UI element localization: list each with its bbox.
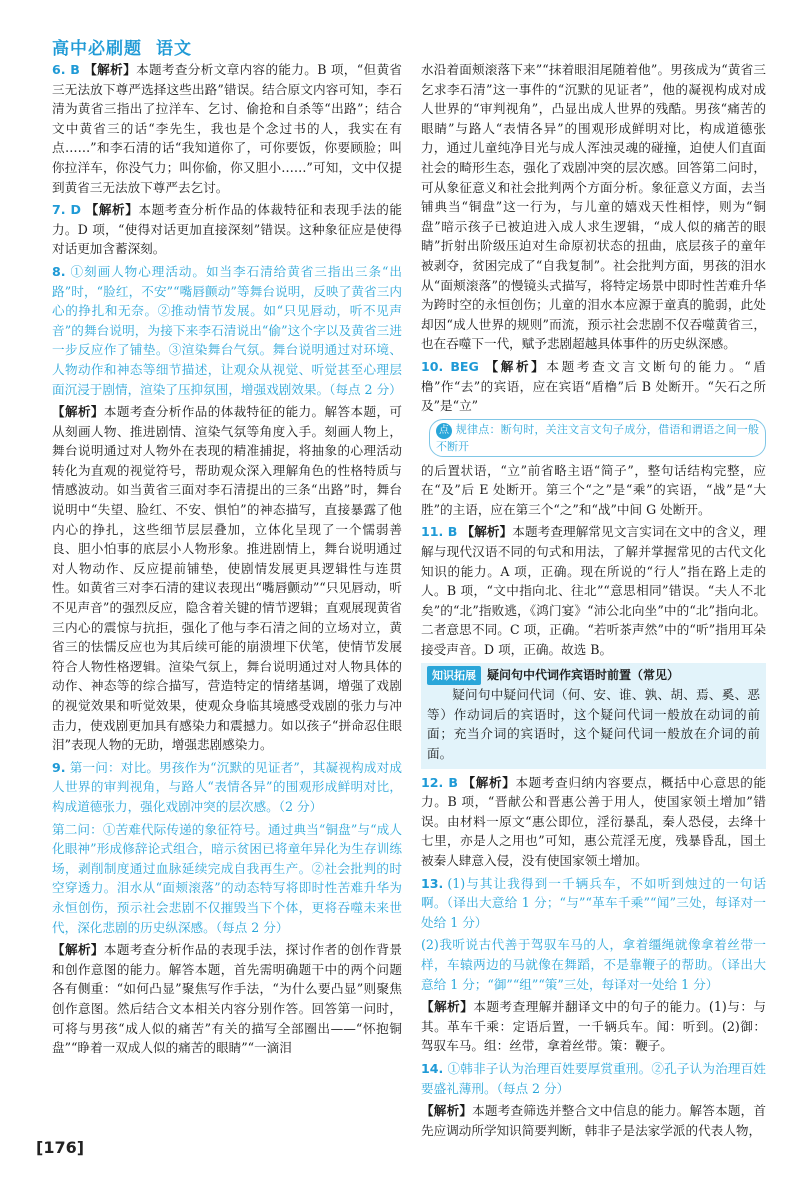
- book-title: 高中必刷题: [52, 39, 142, 59]
- question-number: 9.: [52, 759, 66, 775]
- analysis-text: 本题考查理解常见文言实词在文中的含义，理解与现代汉语不同的句式和用法，了解并掌握常见的古代文化知识的能力。A 项，正确。现在所说的“行人”指在路上走的人。B 项，“文中指向北、往北”“意思相同”错误。“夫人不北矣”的“北”指败逃，《鸿门宴》“沛公北向坐”中的“北”指向北。二者意思不同。C 项，正确。“若听茶声然”中的“听”指用耳朵接受声音。D 项，正确。故选 B。: [421, 524, 767, 658]
- left-column: [52, 60, 402, 1061]
- answer-12: [421, 773, 766, 871]
- page-header: [52, 34, 206, 59]
- knowledge-title: 疑问句中代词作宾语时前置（常见）: [487, 667, 680, 682]
- answer-6: [52, 60, 402, 197]
- analysis-10-continued: 的后置状语，“立”前省略主语“简子”，整句话结构完整，应在“及”后 E 处断开。第三个“之”是“乘”的宾语，“战”是“大胜”的主语，应在第三个“之”和“战”中间 G 处断开。: [421, 462, 766, 517]
- knowledge-box-header: [427, 666, 760, 686]
- subject-title: 语文: [156, 39, 192, 59]
- answer-7: [52, 200, 402, 259]
- analysis-tag: 【解析】: [461, 524, 513, 540]
- question-number: 6. B: [52, 62, 80, 77]
- analysis-tag: 【解析】: [461, 774, 516, 790]
- answer-13: [421, 874, 766, 933]
- analysis-9-continued: 水沿着面颊滚落下来”“抹着眼泪尾随着他”。男孩成为“黄省三乞求李石清”这一事件的“沉默的见证者”，他的凝视构成对成人世界的“审判视角”，凸显出成人世界的残酷。男孩“痛苦的眼睛”与路人“表情各异”的围观形成鲜明对比，构成道德张力，通过儿童纯净目光与成人浑浊灵魂的碰撞，迫使人们直面社会的畸形生态，强化了戏剧冲突的层次感。回答第二问时，可从象征意义和社会批判两个方面分析。象征意义方面，去当铺典当“铜盘”这一行为，与儿童的嬉戏天性相悖，则为“铜盘”暗示孩子已被迫进入成人求生逻辑，“成人似的痛苦的眼睛”折射出阶级压迫对生命原初状态的扭曲，底层孩子的童年被剥夺，贫困完成了“自我复制”。社会批判方面，男孩的泪水从“面颊滚落”的慢镜头式描写，将特定场景中即时性苦难升华为跨时空的永恒创伤；儿童的泪水本应源于童真的脆弱，此处却因“成人世界的规则”而流，预示社会悲剧不仅吞噬黄省三，也在吞噬下一代，赋予悲剧超越具体事件的历史纵深感。: [421, 62, 766, 352]
- question-number: 13.: [421, 875, 444, 891]
- analysis-9: [52, 940, 402, 1058]
- reference-answer-part1: (1)与其让我得到一千辆兵车，不如听到烛过的一句话啊。（译出大意给 1 分；“与”“革车千乘”“闻”三处，每译对一处给 1 分）: [421, 875, 766, 930]
- reference-answer: ①韩非子认为治理百姓要厚赏重刑。②孔子认为治理百姓要盛礼薄刑。（每点 2 分）: [421, 1060, 766, 1096]
- reference-answer: ①刻画人物心理活动。如当李石清给黄省三指出三条“出路”时，“脸红，不安”“嘴唇颤动”等舞台说明，反映了黄省三内心的挣扎和无奈。②推动情节发展。如“只见唇动，听不见声音”的舞台说明，为接下来李石清说出“偷”这个字以及黄省三进一步反应作了铺垫。③渲染舞台气氛。舞台说明通过对环境、人物动作和神态等细节描述，让观众从视觉、听觉甚至心理层面沉浸于剧情，渲染了压抑氛围，增强戏剧效果。（每点 2 分）: [52, 263, 402, 397]
- question-number: 8.: [52, 263, 66, 279]
- knowledge-box: [421, 663, 766, 769]
- reference-answer-part1: 第一问：对比。男孩作为“沉默的见证者”，其凝视构成对成人世界的审判视角，与路人“表情各异”的围观形成鲜明对比，构成道德张力，强化戏剧冲突的层次感。（2 分）: [52, 759, 402, 814]
- tip-text: 断句时，关注文言文句子成分，借语和谓语之间一般不断开: [436, 422, 760, 453]
- analysis-text: 本题考查归纳内容要点，概括中心意思的能力。B 项，“晋献公和晋惠公善于用人，使国家领土增加”错误。由材料一原文“惠公即位，淫衍暴乱，秦人恐侵，去绛十七里，亦是人之用也”可知，惠公荒淫无度，残暴昏乱，国土被秦人肆意入侵，没有使国家领土增加。: [421, 774, 767, 868]
- answer-8: [52, 262, 402, 399]
- analysis-tag: 【解析】: [85, 202, 139, 218]
- page-number-value: 176: [43, 1138, 77, 1157]
- page-number: [176]: [36, 1138, 85, 1157]
- question-number: 12. B: [421, 774, 458, 790]
- analysis-text: 本题考查筛选并整合文中信息的能力。解答本题，首先应调动所学知识简要判断，韩非子是法家学派的代表人物，: [421, 1103, 767, 1138]
- analysis-text: 本题考查理解并翻译文中的句子的能力。(1)与：与其。革车千乘：定语后置，一千辆兵车。闻：听到。(2)御：驾驭车马。组：丝带，拿着丝带。策：鞭子。: [421, 999, 767, 1054]
- analysis-text: 本题考查分析作品的体裁特征的能力。解答本题，可从刻画人物、推进剧情、渲染气氛等角度入手。刻画人物上，舞台说明通过对人物外在表现的精准捕捉，将抽象的心理活动转化为直观的视觉符号，帮助观众深入理解角色的性格特质与情感波动。如当黄省三面对李石清提出的三条“出路”时，舞台说明中“失望、脸红、不安、惧怕”的神态描写，直接暴露了他内心的挣扎，这些细节层层叠加，立体化呈现了一个懦弱善良、胆小怕事的底层小人物形象。推进剧情上，舞台说明通过对人物动作、反应提前铺垫，使剧情发展更具逻辑性与连贯性。如黄省三对李石清的建议表现出“嘴唇颤动”“只见唇动，听不见声音”的强烈反应，隐含着关键的情节逻辑；直观展现黄省三内心的震惊与抗拒，强化了他与李石清之间的立场对立，黄省三的怯懦反应也为其后续可能的崩溃埋下伏笔，使情节发展符合人物性格逻辑。渲染气氛上，舞台说明通过对人物具体的动作、神态等的综合描写，营造特定的情绪基调，增强了戏剧的视觉效果和听觉效果，使观众身临其境感受戏剧的张力与冲击力，使戏剧更加具有感染力和震撼力。如以孩子“拼命忍住眼泪”表现人物的无助，增强悲剧感染力。: [52, 404, 403, 753]
- right-column: [421, 60, 766, 1143]
- reference-answer-part2: (2)我听说古代善于驾驭车马的人，拿着缰绳就像拿着丝带一样，车辕两边的马就像在舞蹈，不是靠鞭子的帮助。（译出大意给 1 分；“御”“组”“策”三处，每译对一处给 1 分）: [421, 937, 766, 992]
- question-number: 10. BEG: [421, 358, 479, 374]
- question-number: 7. D: [52, 202, 81, 218]
- question-number: 14.: [421, 1060, 444, 1076]
- analysis-14: [421, 1101, 766, 1140]
- question-number: 11. B: [421, 524, 458, 540]
- answer-9: [52, 758, 402, 817]
- analysis-8: [52, 402, 402, 755]
- tip-icon: 点: [436, 423, 452, 439]
- answer-10: [421, 357, 766, 416]
- analysis-13: [421, 997, 766, 1056]
- answer-14: [421, 1059, 766, 1098]
- analysis-tag: 【解析】: [421, 1103, 473, 1119]
- tip-label: 规律点：: [455, 422, 501, 436]
- tip-box: [429, 419, 766, 457]
- analysis-tag: 【解析】: [52, 942, 104, 958]
- analysis-text: 本题考查文言文断句的能力。“盾橹”作“去”的宾语，应在宾语“盾橹”后 B 处断开。“矢石之所及”是“立”: [421, 358, 766, 414]
- analysis-tag: 【解析】: [52, 404, 104, 420]
- answer-11: [421, 522, 766, 659]
- reference-answer-part2: 第二问：①苦难代际传递的象征符号。通过典当“铜盘”与“成人化眼神”形成修辞论式组合，暗示贫困已将童年异化为生存训练场，剥削制度通过血脉延续完成自我再生产。②社会批判的时空穿透力。泪水从“面颊滚落”的动态特写将即时性苦难升华为永恒创伤，预示社会悲剧不仅摧毁当下个体，更将吞噬未来世代，深化悲剧的历史纵深感。（每点 2 分）: [52, 821, 402, 935]
- knowledge-text: 疑问句中疑问代词（何、安、谁、孰、胡、焉、奚、恶等）作动词后的宾语时，这个疑问代词一般放在动词的前面；充当介词的宾语时，这个疑问代词一般放在介词的前面。: [427, 687, 760, 761]
- analysis-tag: 【解析】: [482, 358, 547, 374]
- analysis-tag: 【解析】: [83, 62, 137, 77]
- analysis-tag: 【解析】: [421, 999, 474, 1015]
- knowledge-badge: 知识拓展: [427, 666, 481, 686]
- analysis-text: 本题考查分析作品的表现手法，探讨作者的创作背景和创作意图的能力。解答本题，首先需明确题干中的两个问题各有侧重：“如何凸显”聚焦写作手法，“为什么要凸显”则聚焦创作意图。然后结合文本相关内容分别作答。回答第一问时，可将与男孩“成人似的痛苦”有关的描写全部圈出——“怀抱铜盘”“睁着一双成人似的痛苦的眼睛”“一滴泪: [52, 942, 403, 1056]
- analysis-text: 本题考查分析文章内容的能力。B 项，“但黄省三无法放下尊严选择这些出路”错误。结合原文内容可知，李石清为黄省三指出了拉洋车、乞讨、偷抢和自杀等“出路”；结合文中黄省三的话“李先生，我也是个念过书的人，我实在有点……”和李石清的话“我知道你了，可你要饭，你要顾脸；叫你拉洋车，你没气力；叫你偷，你又胆小……”可知，文中仅提到黄省三无法放下尊严去乞讨。: [52, 62, 403, 195]
- analysis-text: 本题考查分析作品的体裁特征和表现手法的能力。D 项，“使得对话更加直接深刻”错误。这种象征应是使得对话更加含蓄深刻。: [52, 202, 403, 257]
